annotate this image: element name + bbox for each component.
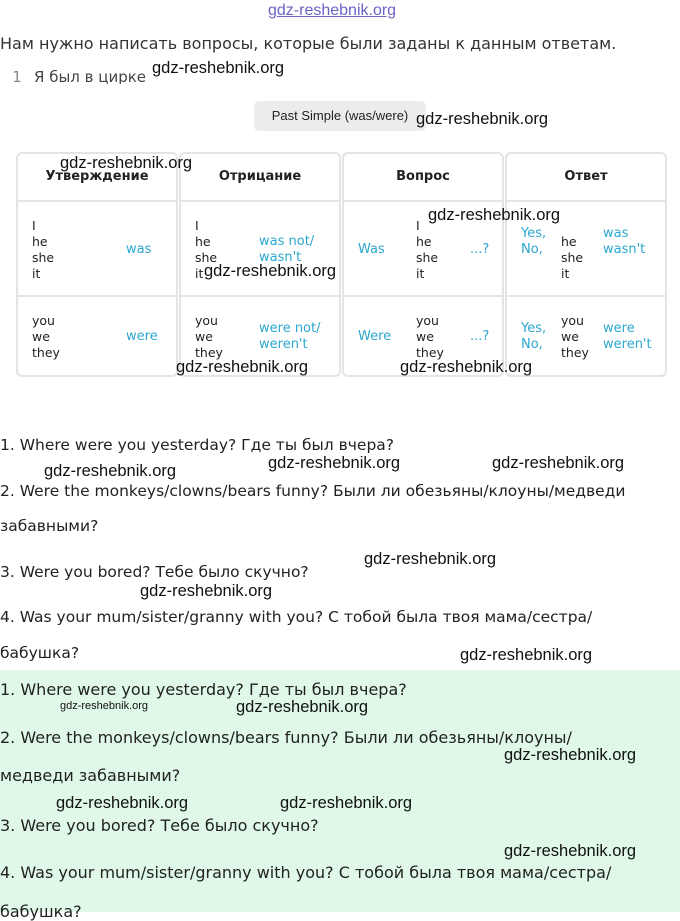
answer-line: 1. Where were you yesterday? Где ты был вчера? bbox=[0, 436, 395, 454]
aux-was: Was bbox=[358, 242, 385, 257]
pronoun: I bbox=[195, 218, 199, 233]
watermark: gdz-reshebnik.org bbox=[152, 59, 285, 77]
verb-werent: weren't bbox=[259, 337, 308, 352]
column-header-negative: Отрицание bbox=[181, 154, 339, 202]
aux-were: Were bbox=[358, 329, 392, 344]
watermark: gdz-reshebnik.org bbox=[460, 646, 593, 664]
pronoun: he bbox=[416, 234, 432, 249]
pronoun: we bbox=[561, 329, 579, 344]
watermark: gdz-reshebnik.org bbox=[60, 700, 149, 712]
watermark: gdz-reshebnik.org bbox=[236, 698, 369, 716]
pronoun: they bbox=[561, 345, 589, 360]
pronoun: we bbox=[416, 329, 434, 344]
column-header-affirmative: Утверждение bbox=[18, 154, 176, 202]
verb-were-not: were not/ bbox=[259, 321, 321, 336]
pronoun: he bbox=[32, 234, 48, 249]
exercise-item bbox=[0, 68, 146, 84]
verb-wasnt: wasn't bbox=[259, 250, 302, 265]
watermark: gdz-reshebnik.org bbox=[504, 746, 637, 764]
watermark: gdz-reshebnik.org bbox=[60, 154, 193, 172]
verb-was-not: was not/ bbox=[259, 234, 315, 249]
answer-line: 3. Were you bored? Тебе было скучно? bbox=[0, 563, 309, 581]
pronoun: we bbox=[195, 329, 213, 344]
grammar-badge: Past Simple (was/were) bbox=[254, 101, 426, 131]
answer-line: 4. Was your mum/sister/granny with you? С тобой была твоя мама/сестра/ bbox=[0, 608, 593, 626]
highlighted-answer-line: бабушка? bbox=[0, 902, 82, 921]
column-question bbox=[342, 152, 504, 377]
watermark: gdz-reshebnik.org bbox=[280, 794, 413, 812]
verb-was: was bbox=[126, 242, 152, 257]
watermark: gdz-reshebnik.org bbox=[268, 454, 401, 472]
highlighted-answer-line: 4. Was your mum/sister/granny with you? С тобой была твоя мама/сестра/ bbox=[0, 863, 612, 882]
verb-were: were bbox=[126, 329, 158, 344]
watermark: gdz-reshebnik.org bbox=[176, 358, 309, 376]
pronoun: you bbox=[32, 313, 55, 328]
pronoun: she bbox=[195, 250, 218, 265]
pronoun: you bbox=[561, 313, 584, 328]
pronoun: they bbox=[416, 345, 444, 360]
watermark: gdz-reshebnik.org bbox=[56, 794, 189, 812]
watermark: gdz-reshebnik.org bbox=[364, 550, 497, 568]
pronoun: it bbox=[416, 266, 425, 281]
negative-singular bbox=[181, 202, 339, 297]
column-header-answer: Ответ bbox=[507, 154, 665, 202]
affirmative-singular bbox=[18, 202, 176, 297]
highlighted-answer-line: медведи забавными? bbox=[0, 766, 181, 785]
watermark: gdz-reshebnik.org bbox=[140, 582, 273, 600]
watermark: gdz-reshebnik.org bbox=[504, 842, 637, 860]
pronoun: they bbox=[32, 345, 60, 360]
answer-were: were bbox=[603, 321, 635, 336]
pronoun: he bbox=[195, 234, 211, 249]
answer-wasnt: wasn't bbox=[603, 242, 646, 257]
pronoun: it bbox=[195, 266, 204, 281]
question-mark: ...? bbox=[470, 329, 490, 344]
site-link[interactable]: gdz-reshebnik.org bbox=[268, 2, 397, 19]
column-affirmative bbox=[16, 152, 178, 377]
exercise-item-number: 1 bbox=[12, 68, 22, 84]
watermark: gdz-reshebnik.org bbox=[44, 462, 177, 480]
pronoun: we bbox=[32, 329, 50, 344]
pronoun: they bbox=[195, 345, 223, 360]
watermark: gdz-reshebnik.org bbox=[428, 206, 561, 224]
pronoun: she bbox=[416, 250, 439, 265]
highlighted-answer-line: 2. Were the monkeys/clowns/bears funny? Были ли обезьяны/клоуны/ bbox=[0, 728, 572, 747]
answer-no: No, bbox=[521, 242, 543, 257]
answer-was: was bbox=[603, 226, 629, 241]
watermark: gdz-reshebnik.org bbox=[492, 454, 625, 472]
pronoun: she bbox=[561, 250, 584, 265]
affirmative-plural bbox=[18, 297, 176, 375]
pronoun: I bbox=[32, 218, 36, 233]
pronoun: he bbox=[561, 234, 577, 249]
watermark: gdz-reshebnik.org bbox=[400, 358, 533, 376]
pronoun: she bbox=[32, 250, 55, 265]
answer-yes: Yes, bbox=[521, 226, 547, 241]
pronoun: you bbox=[195, 313, 218, 328]
column-answer bbox=[505, 152, 667, 377]
highlighted-answer-line: 1. Where were you yesterday? Где ты был вчера? bbox=[0, 680, 407, 699]
highlighted-answer-line: 3. Were you bored? Тебе было скучно? bbox=[0, 816, 319, 835]
pronoun: I bbox=[416, 218, 420, 233]
watermark: gdz-reshebnik.org bbox=[416, 110, 549, 128]
question-mark: ...? bbox=[470, 242, 490, 257]
pronoun: you bbox=[416, 313, 439, 328]
pronoun: it bbox=[561, 266, 570, 281]
answer-line: бабушка? bbox=[0, 644, 80, 662]
answer-no: No, bbox=[521, 337, 543, 352]
exercise-item-text: Я был в цирке bbox=[34, 68, 147, 84]
answer-line: забавными? bbox=[0, 517, 99, 535]
pronoun: it bbox=[32, 266, 41, 281]
answer-line: 2. Were the monkeys/clowns/bears funny? Были ли обезьяны/клоуны/медведи bbox=[0, 482, 626, 500]
answer-yes: Yes, bbox=[521, 321, 547, 336]
watermark: gdz-reshebnik.org bbox=[204, 262, 337, 280]
answer-werent: weren't bbox=[603, 337, 652, 352]
column-header-question: Вопрос bbox=[344, 154, 502, 202]
intro-text: Нам нужно написать вопросы, которые были заданы к данным ответам. bbox=[0, 34, 617, 53]
